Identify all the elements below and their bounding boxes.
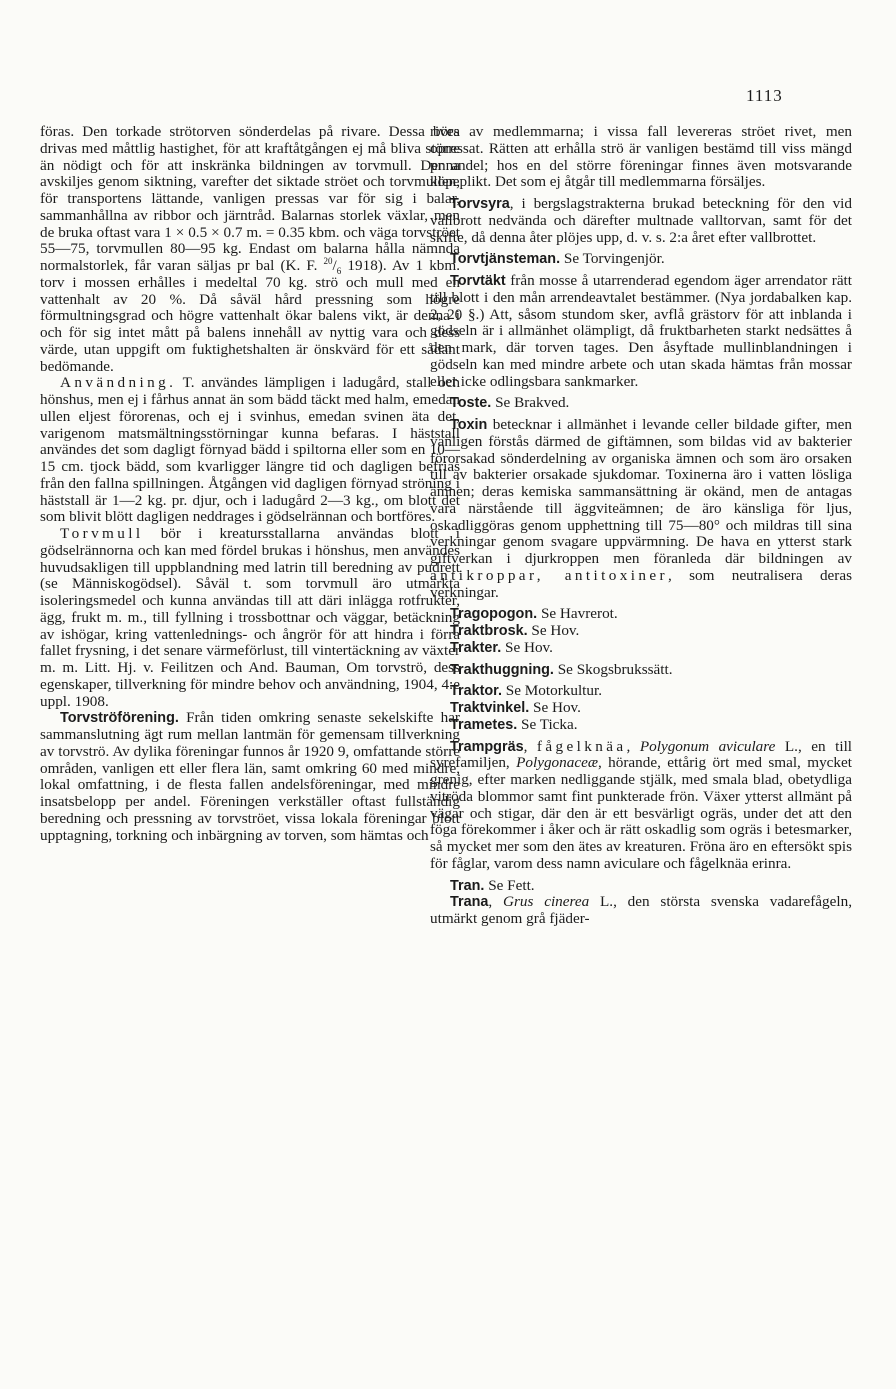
entry-text: Se Brakved. [491, 394, 570, 412]
entry-text: Se Hov. [501, 638, 553, 656]
entry-paragraph [430, 717, 852, 734]
entry-paragraph [430, 640, 852, 657]
entry-paragraph [430, 196, 852, 246]
entry-text: Se Motorkultur. [502, 682, 602, 700]
continued-paragraph [40, 124, 460, 375]
entry-text: rives av medlemmarna; i vissa fall levereras ströet rivet, men opressat. Rätten att erhålla strö är vanligen bestämd till viss mängd pr andel; hos en del större föreningar finnes även motsvarande köpeplikt. Det som ej åtgår till medlemmarna försäljes. [430, 123, 852, 191]
entry-text: L., en till syrefamiljen, [430, 737, 853, 772]
italic-term: Polygonaceæ [516, 754, 598, 772]
entry-text: T. användes lämpligen i ladugård, stall och hönshus, men ej i fårhus annat än som bädd täckt med halm, emedan ullen eljest förorenas, och ej i svinhus, emedan svinen äta det, varigenom matsmältningsstörningar kunna befaras. I häststall användes det som dagligt förnyad bädd i spiltorna eller som en 10—15 cm. tjock bädd, som kvarligger längre tid och dagligen befrias från den fallna spillningen. Åtgången vid dagligen förnyad ströning i häststall är 1—2 kg. pr. djur, och i ladugård 2—3 kg., om blott det som blivit blött dagligen neddrages i gödselrännan och bortföres. [40, 374, 460, 526]
entry-text: Se Havrerot. [537, 605, 618, 623]
entry-text: 1918). Av 1 kbm. torv i mossen erhålles i medeltal 70 kg. strö och mull med en vattenhalt av 20 %. Då såväl hård pressning som högre förmultningsgrad och högre vattenhalt ökar balens vikt, är denna i och för sig intet mått på balens innehåll av nyttig vara och dess värde, utan uppgift om fuktighetshalten är önskvärd för ett sådant bedömande. [40, 257, 461, 375]
entry-headword: Torvsyra [450, 196, 510, 212]
entry-text: , [523, 737, 537, 755]
left-column [40, 124, 460, 844]
entry-headword: Trampgräs [450, 738, 524, 755]
spaced-term: Torvmull [60, 525, 144, 542]
entry-paragraph [430, 395, 852, 412]
entry-headword: Toxin [450, 417, 488, 433]
superscript: 20 [323, 255, 333, 266]
entry-paragraph [430, 878, 852, 895]
entry-text: betecknar i allmänhet i levande celler bildade gifter, men vanligen förstås därmed de giftämnen, som bildas vid av bakterier förorsakad sönderdelning av organiska ämnen och som äro orsaken till av bakterier orsakade sjukdomar. Toxinerna äro i vatten lösliga ämnen; deras kemiska sammansättning är okänd, men de antagas vara närstående till äggviteämnen; de äro känsliga för ljus, oskadliggöras genom upphettning till 75—80° och mildras till sina verkningar genom svagare uppvärmning. De hava en ytterst stark giftverkan i djurkroppen men föranleda där bildningen av [430, 416, 852, 567]
entry-headword: Toste. [450, 395, 492, 412]
entry-text: , hörande, ettårig ört med smal, mycket grenig, efter marken nedliggande stjälk, med smala blad, obetydliga vitröda blommor samt fint punkterade frön. Växer ytterst allmänt på vägar och stigar, där den är ett besvärligt ogräs, under det att den föga förekommer i åker och är rätt oskadlig som ogräs i betesmarker, så mycket mer som den ätes av kreaturen. Fröna äro en eftersökt spis för fåglar, varom dess namn aviculare och fågelknäa erinra. [430, 754, 852, 872]
entry-text: Se Skogsbrukssätt. [553, 660, 673, 678]
entry-headword: Torvtäkt [450, 273, 506, 289]
entry-text: , som neutralisera deras verkningar. [430, 566, 852, 601]
entry-paragraph [40, 526, 460, 710]
entry-paragraph [430, 683, 852, 700]
entry-headword: Traktvinkel. [450, 700, 530, 716]
entry-paragraph [430, 739, 852, 873]
italic-term: Polygonum aviculare [639, 737, 776, 755]
entry-text: bör i kreatursstallarna användas blott i gödselrännorna och kan med fördel brukas i hönshus, men användes huvudsakligen till uppblandning med latrin till beredning av pudrett (se Människogödsel). Såväl t. som torvmull äro utmärkta isoleringsmedel och kunna användas till att däri inlägga rotfrukter, ägg, frukt m. m., till fyllning i trossbottnar och väggar, betäckning av ishögar, kring vattenlednings- och ångrör för att hindra i förra fallet frysning, i det senare värmeförlust, till vintertäckning av växter m. m. Litt. Hj. v. Feilitzen och And. Bauman, Om torvströ, dess egenskaper, tillverkning för mindre behov och användning, 1904, 4:e uppl. 1908. [40, 525, 460, 710]
entry-text: / [332, 257, 337, 274]
entry-paragraph [430, 700, 852, 717]
entry-headword: Trakthuggning. [450, 661, 554, 678]
entry-paragraph [430, 417, 852, 601]
spaced-term: Användning. [60, 374, 177, 392]
right-column [430, 124, 852, 928]
entry-headword: Traktor. [450, 683, 502, 700]
entry-text: Se Fett. [484, 876, 535, 894]
spaced-term: fågelknäa [536, 737, 627, 755]
entry-headword: Trana [450, 894, 489, 911]
page-number: 1113 [746, 86, 783, 105]
entry-text: föras. Den torkade strötorven sönderdelas på rivare. Dessa böra drivas med måttlig hastighet, för att kraftåtgången ej må bliva större än nödigt och för att inskränka bildningen av torvmull. Denna avskiljes genom siktning, varefter det siktade ströet och torvmullen, för transportens lättande, vanligen pressas var för sig i balar, sammanhållna av ribbor och järntråd. Balarnas storlek växlar, men de bruka oftast vara 1 × 0.5 × 0.7 m. = 0.35 kbm. och väga torvströet 55—75, torvmullen 80—95 kg. Endast om balarna hålla nämnda normalstorlek, får varan säljas pr bal (K. F. [40, 123, 460, 274]
entry-paragraph [430, 273, 852, 390]
entry-paragraph [430, 251, 852, 268]
entry-text: Se Hov. [529, 699, 581, 716]
entry-headword: Torvströförening. [60, 710, 179, 727]
entry-headword: Torvtjänsteman. [450, 251, 561, 268]
entry-text: Se Ticka. [517, 715, 578, 733]
entry-text: , [626, 737, 640, 755]
entry-paragraph [430, 894, 852, 928]
italic-term: Grus cinerea [503, 893, 590, 911]
entry-paragraph [40, 710, 460, 844]
entry-text: Se Torvingenjör. [560, 250, 665, 268]
entry-text: L., den största svenska vadarefågeln, utmärkt genom grå fjäder- [430, 893, 852, 927]
entry-text: Från tiden omkring senaste sekelskifte har sammanslutning ägt rum mellan lantmän för gemensam tillverkning av torvströ. Av dylika föreningar funnos år 1920 9, omfattande större områden, vanligen ett eller flera län, samt omkring 60 med mindre, lokal omfattning, i de flesta fallen andelsföreningar, med mindre insatsbelopp per andel. Föreningen verkställer oftast fullständig beredning och pressning av torvströet, vissa lokala föreningar blott upptagning, torkning och inbärgning av torven, som hämtas och [40, 709, 460, 844]
entry-text: från mosse å utarrenderad egendom äger arrendator rätt till blott i den mån arrendeavtalet bestämmer. (Nya jordabalken kap. 2, 20 §.) Att, såsom stundom sker, avflå grästorv för att inblanda i gödseln är i allmänhet olämpligt, då fruktbarheten starkt nedsättes å den mark, där torven tages. Den åsyftade mullinblandningen i gödseln kan med mindre arbete och utan skada hämtas från mossar eller icke odlingsbara sankmarker. [430, 272, 852, 390]
entry-text: , [488, 893, 504, 911]
entry-paragraph [40, 375, 460, 526]
entry-headword: Trakter. [450, 639, 502, 656]
entry-paragraph [430, 606, 852, 623]
spaced-term: antikroppar, antitoxiner [430, 566, 668, 584]
continued-paragraph [430, 124, 852, 191]
entry-paragraph [430, 623, 852, 640]
entry-headword: Tragopogon. [450, 606, 538, 623]
entry-paragraph [430, 662, 852, 679]
entry-headword: Trametes. [450, 716, 518, 733]
subscript: 6 [336, 266, 342, 277]
entry-text: , i bergslagstrakterna brukad beteckning för den vid vallbrott nedvända och därefter multnade valltorvan, samt för det skifte, då denna åter plöjes upp, d. v. s. 2:a året efter vallbrottet. [430, 195, 852, 246]
entry-headword: Traktbrosk. [450, 623, 528, 639]
entry-text: Se Hov. [527, 622, 580, 639]
entry-headword: Tran. [450, 877, 485, 894]
